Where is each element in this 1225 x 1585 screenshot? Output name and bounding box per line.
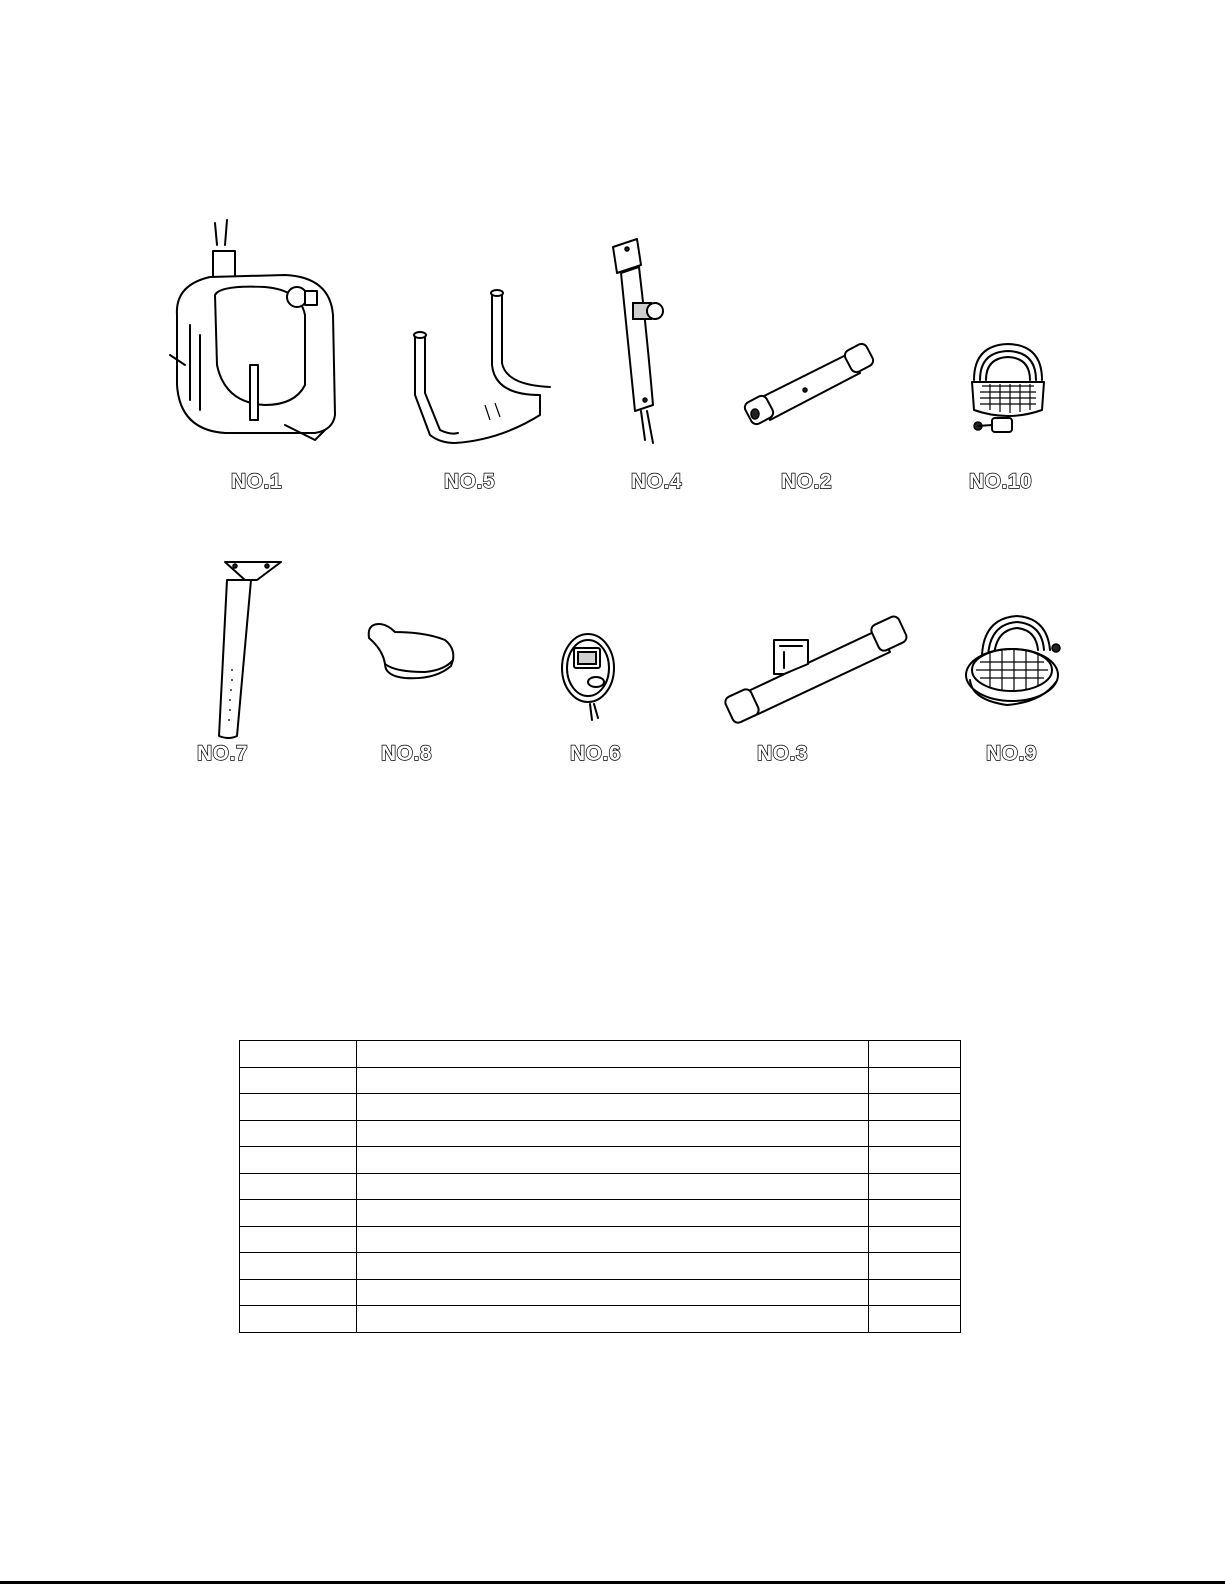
part-label-no10: NO.10 (969, 470, 1033, 493)
front-stabilizer-icon (745, 338, 885, 433)
table-cell (240, 1279, 357, 1306)
part-label-no7: NO.7 (197, 742, 249, 765)
part-label-no1: NO.1 (231, 470, 283, 493)
table-cell (869, 1226, 961, 1253)
table-row (240, 1041, 961, 1068)
table-cell (357, 1200, 869, 1227)
table-row (240, 1200, 961, 1227)
left-pedal-icon (962, 610, 1062, 715)
parts-list-table (239, 1040, 961, 1333)
table-cell (357, 1226, 869, 1253)
table-cell (240, 1067, 357, 1094)
table-cell (240, 1094, 357, 1121)
part-no2 (745, 338, 885, 433)
rear-stabilizer-icon (728, 612, 913, 727)
table-row (240, 1306, 961, 1333)
part-no10 (968, 340, 1048, 440)
table-cell (869, 1306, 961, 1333)
table-cell (357, 1306, 869, 1333)
table-cell (869, 1094, 961, 1121)
main-frame-icon (165, 215, 355, 445)
part-label-no2: NO.2 (781, 470, 833, 493)
table-cell (357, 1147, 869, 1174)
part-no3 (728, 612, 913, 727)
part-no6 (560, 632, 620, 727)
part-no7 (205, 560, 285, 740)
table-row (240, 1173, 961, 1200)
part-label-no5: NO.5 (444, 470, 496, 493)
part-label-no3: NO.3 (757, 742, 809, 765)
table-cell (357, 1279, 869, 1306)
table-row (240, 1067, 961, 1094)
table-cell (869, 1067, 961, 1094)
seat-icon (365, 620, 455, 685)
console-computer-icon (560, 632, 620, 727)
table-cell (357, 1067, 869, 1094)
right-pedal-icon (968, 340, 1048, 440)
table-cell (240, 1041, 357, 1068)
table-row (240, 1279, 961, 1306)
part-no1 (165, 215, 355, 445)
table-cell (869, 1147, 961, 1174)
part-label-no9: NO.9 (986, 742, 1038, 765)
table-row (240, 1120, 961, 1147)
table-cell (869, 1173, 961, 1200)
handlebar-icon (400, 285, 550, 450)
table-cell (240, 1306, 357, 1333)
table-cell (357, 1041, 869, 1068)
table-cell (357, 1173, 869, 1200)
table-cell (869, 1041, 961, 1068)
part-no8 (365, 620, 455, 685)
table-cell (869, 1120, 961, 1147)
table-cell (240, 1120, 357, 1147)
table-cell (869, 1279, 961, 1306)
front-post-icon (605, 235, 675, 450)
table-row (240, 1094, 961, 1121)
part-no4 (605, 235, 675, 450)
seat-post-icon (205, 560, 285, 740)
table-cell (357, 1094, 869, 1121)
table-row (240, 1147, 961, 1174)
table-row (240, 1226, 961, 1253)
table-cell (869, 1200, 961, 1227)
part-no9 (962, 610, 1062, 715)
table-cell (869, 1253, 961, 1280)
table-cell (240, 1226, 357, 1253)
page-bottom-rule (0, 1581, 1225, 1584)
table-cell (357, 1253, 869, 1280)
table-cell (240, 1200, 357, 1227)
table-cell (240, 1173, 357, 1200)
table-cell (357, 1120, 869, 1147)
part-label-no6: NO.6 (570, 742, 622, 765)
part-label-no8: NO.8 (381, 742, 433, 765)
table-cell (240, 1147, 357, 1174)
table-cell (240, 1253, 357, 1280)
part-label-no4: NO.4 (631, 470, 683, 493)
table-row (240, 1253, 961, 1280)
part-no5 (400, 285, 550, 450)
